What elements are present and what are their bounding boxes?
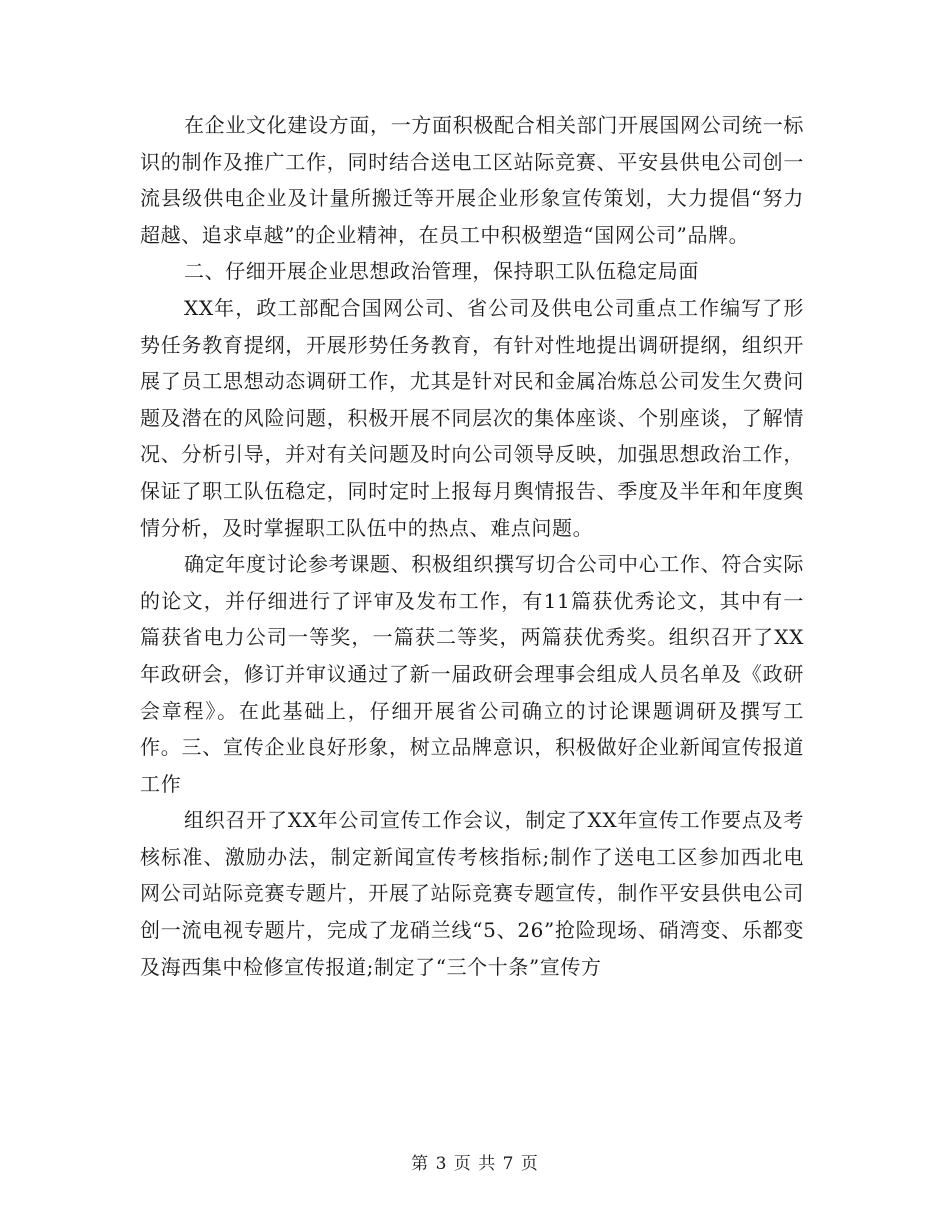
section-heading-ideological-management: 二、仔细开展企业思想政治管理，保持职工队伍稳定局面 (184, 259, 699, 284)
page-footer: 第 3 页 共 7 页 (411, 1154, 539, 1174)
paragraph-corporate-culture: 在企业文化建设方面，一方面积极配合相关部门开展国网公司统一标识的制作及推广工作，同时结合送电工区站际竞赛、平安县供电公司创一流县级供电企业及计量所搬迁等开展企业形象宣传策划，大力提倡“努力超越、追求卓越”的企业精神，在员工中积极塑造“国网公司”品牌。 (140, 113, 804, 247)
paragraph-research-papers: 确定年度讨论参考课题、积极组织撰写切合公司中心工作、符合实际的论文，并仔细进行了评审及发布工作，有11篇获优秀论文，其中有一篇获省电力公司一等奖，一篇获二等奖，两篇获优秀奖。组织召开了XX年政研会，修订并审议通过了新一届政研会理事会组成人员名单及《政研会章程》。在此基础上，仔细开展省公司确立的讨论课题调研及撰写工作。三、宣传企业良好形象，树立品牌意识，积极做好企业新闻宣传报道工作 (140, 552, 804, 796)
document-body (140, 107, 804, 985)
paragraph-situation-education: XX年，政工部配合国网公司、省公司及供电公司重点工作编写了形势任务教育提纲，开展形势任务教育，有针对性地提出调研提纲，组织开展了员工思想动态调研工作，尤其是针对民和金属冶炼总公司发生欠费问题及潜在的风险问题，积极开展不同层次的集体座谈、个别座谈，了解情况、分析引导，并对有关问题及时向公司领导反映，加强思想政治工作，保证了职工队伍稳定，同时定时上报每月舆情报告、季度及半年和年度舆情分析，及时掌握职工队伍中的热点、难点问题。 (140, 295, 804, 540)
paragraph-publicity-work: 组织召开了XX年公司宣传工作会议，制定了XX年宣传工作要点及考核标准、激励办法，制定新闻宣传考核指标;制作了送电工区参加西北电网公司站际竞赛专题片，开展了站际竞赛专题宣传，制作平安县供电公司创一流电视专题片，完成了龙硝兰线“5、26”抢险现场、硝湾变、乐都变及海西集中检修宣传报道;制定了“三个十条”宣传方 (140, 808, 804, 979)
